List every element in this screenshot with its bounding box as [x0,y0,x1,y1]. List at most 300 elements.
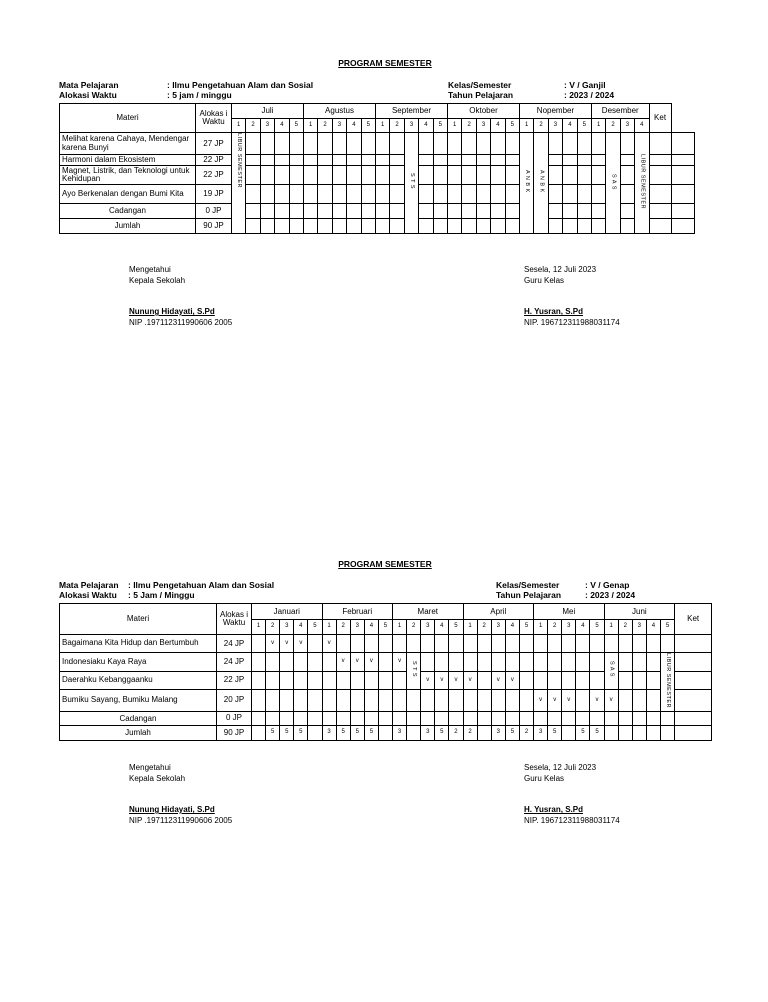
col-materi: Materi [60,604,217,635]
page-title: PROGRAM SEMESTER [338,58,432,68]
sign-name: H. Yusran, S.Pd [524,307,583,316]
week-cell: 3 [620,119,634,133]
table-row [60,219,695,234]
week-mark-cell [632,653,646,672]
libur-semester-cell [635,133,649,234]
week-mark-cell [322,653,336,672]
week-mark-cell [364,671,378,689]
week-mark-cell [407,635,421,653]
week-cell: 2 [246,119,260,133]
alokasi-value: : 5 Jam / Minggu [128,590,195,600]
week-mark-cell: v [393,653,407,672]
week-mark-cell [632,635,646,653]
signature-right [524,762,620,826]
week-cell: 1 [322,620,336,635]
week-cell: 1 [604,620,618,635]
jp-cell: 19 JP [196,185,232,204]
week-mark-cell [491,653,505,672]
week-cell: 4 [646,620,660,635]
week-mark-cell [534,635,548,653]
week-mark-cell [322,671,336,689]
week-cell: 2 [266,620,280,635]
week-cell: 1 [448,119,462,133]
col-ket: Ket [675,604,712,635]
week-cell: 3 [632,620,646,635]
week-cell: 3 [404,119,418,133]
week-mark-cell [519,653,533,672]
week-mark-cell: 3 [421,725,435,740]
col-alokasi: Alokas i Waktu [196,104,232,133]
week-mark-cell: v [548,689,562,711]
week-cell: 2 [336,620,350,635]
week-mark-cell [378,635,392,653]
week-mark-cell [266,711,280,725]
week-cell: 3 [548,119,562,133]
materi-cell: Magnet, Listrik, dan Teknologi untuk Kehidupan [60,166,196,185]
week-mark-cell [280,671,294,689]
week-mark-cell: v [350,653,364,672]
week-mark-cell [252,653,266,672]
month-header-row [60,604,712,620]
week-mark-cell [505,635,519,653]
kelas-label: Kelas/Semester [496,580,560,590]
week-cell: 4 [347,119,361,133]
week-cell: 2 [407,620,421,635]
ket-cell [675,653,712,672]
month-april: April [463,604,534,620]
kelas-value: : V / Ganjil [564,80,606,90]
week-mark-cell [590,711,604,725]
week-mark-cell [294,711,308,725]
week-mark-cell [378,653,392,672]
week-mark-cell [576,671,590,689]
week-mark-cell [646,635,660,653]
jumlah-label: Jumlah [60,725,217,740]
sign-line1: Sesela, 12 Juli 2023 [524,763,597,772]
week-cell: 5 [289,119,303,133]
week-cell: 4 [419,119,433,133]
week-mark-cell [294,689,308,711]
week-cell: 5 [577,119,591,133]
table-row [60,204,695,219]
schedule-table [59,103,695,234]
week-cell: 5 [361,119,375,133]
tahun-value: : 2023 / 2024 [585,590,636,600]
week-mark-cell: 3 [534,725,548,740]
week-mark-cell [364,689,378,711]
month-mei: Mei [534,604,605,620]
materi-cell: Ayo Berkenalan dengan Bumi Kita [60,185,196,204]
week-cell: 4 [563,119,577,133]
week-cell: 2 [606,119,620,133]
week-mark-cell [491,689,505,711]
week-mark-cell [477,711,491,725]
week-mark-cell [294,671,308,689]
week-mark-cell [604,635,618,653]
jp-cell: 90 JP [196,219,232,234]
week-mark-cell [266,653,280,672]
week-mark-cell [435,689,449,711]
materi-cell: Indonesiaku Kaya Raya [60,653,217,672]
libur-semester-label: LIBUR SEMESTER [236,133,243,188]
materi-cell: Bagaimana Kita Hidup dan Bertumbuh [60,635,217,653]
mapel-label: Mata Pelajaran [59,580,119,590]
week-mark-cell [350,711,364,725]
anbk-cell-2 [534,133,548,234]
jp-cell: 27 JP [196,133,232,155]
libur-semester-cell [660,653,674,712]
week-mark-cell: v [294,635,308,653]
week-cell: 1 [463,620,477,635]
week-mark-cell [435,711,449,725]
anbk-label: A N B K [538,170,545,193]
week-mark-cell [646,689,660,711]
week-mark-cell [322,689,336,711]
tahun-value: : 2023 / 2024 [564,90,615,100]
signature-left [129,762,232,826]
week-mark-cell [463,653,477,672]
week-mark-cell [562,725,576,740]
week-mark-cell: 5 [364,725,378,740]
week-mark-cell: v [435,671,449,689]
week-cell: 2 [618,620,632,635]
program-semester-genap [59,559,711,839]
materi-cell: Melihat karena Cahaya, Mendengar karena Bunyi [60,133,196,155]
month-header-row [60,104,695,119]
week-mark-cell [646,671,660,689]
page-title: PROGRAM SEMESTER [338,559,432,569]
week-mark-cell [646,711,660,725]
ket-cell [675,635,712,653]
week-mark-cell [548,711,562,725]
week-mark-cell [632,711,646,725]
week-mark-cell [590,635,604,653]
table-row [60,689,712,711]
sas-cell [606,133,620,234]
week-mark-cell [378,689,392,711]
jp-cell: 24 JP [217,635,252,653]
week-cell: 5 [590,620,604,635]
week-cell: 1 [376,119,390,133]
week-mark-cell [393,689,407,711]
week-mark-cell [660,635,674,653]
month-februari: Februari [322,604,392,620]
week-mark-cell [562,635,576,653]
jp-cell: 0 JP [196,204,232,219]
sign-line1: Mengetahui [129,763,171,772]
materi-cell: Harmoni dalam Ekosistem [60,155,196,166]
week-mark-cell: 5 [280,725,294,740]
week-cell: 5 [505,119,519,133]
week-mark-cell [463,711,477,725]
week-mark-cell [632,671,646,689]
week-mark-cell [576,635,590,653]
week-mark-cell [308,725,322,740]
week-mark-cell [407,711,421,725]
mapel-value: : Ilmu Pengetahuan Alam dan Sosial [128,580,275,590]
week-cell: 2 [390,119,404,133]
jp-cell: 90 JP [217,725,252,740]
week-cell: 1 [520,119,534,133]
week-cell: 3 [350,620,364,635]
week-cell: 4 [364,620,378,635]
anbk-cell-1 [520,133,534,234]
week-mark-cell [590,671,604,689]
materi-cell: Daerahku Kebanggaanku [60,671,217,689]
week-mark-cell: 5 [548,725,562,740]
week-mark-cell [618,671,632,689]
week-mark-cell [280,711,294,725]
week-cell: 5 [433,119,447,133]
sign-nip: NIP .197112311990606 2005 [129,816,233,825]
libur-semester-cell [232,133,246,234]
table-row [60,653,712,672]
week-mark-cell: v [336,653,350,672]
week-mark-cell [534,671,548,689]
week-mark-cell: 5 [336,725,350,740]
week-mark-cell [421,711,435,725]
week-mark-cell [660,711,674,725]
sign-line2: Guru Kelas [524,276,565,285]
week-mark-cell [618,689,632,711]
week-cell: 1 [252,620,266,635]
jp-cell: 24 JP [217,653,252,672]
week-mark-cell [534,653,548,672]
table-row [60,155,695,166]
sas-cell [604,653,618,690]
kelas-value: : V / Genap [585,580,630,590]
month-oktober: Oktober [448,104,520,119]
week-mark-cell [646,653,660,672]
week-mark-cell: v [421,671,435,689]
sign-line2: Kepala Sekolah [129,774,186,783]
signature-right [524,264,620,328]
week-mark-cell: v [590,689,604,711]
schedule-table [59,603,712,741]
sign-name: H. Yusran, S.Pd [524,805,583,814]
sign-nip: NIP. 196712311988031174 [524,318,620,327]
tahun-label: Tahun Pelajaran [448,90,514,100]
week-mark-cell [548,653,562,672]
alokasi-value: : 5 jam / minggu [167,90,232,100]
week-mark-cell [548,671,562,689]
table-row [60,185,695,204]
week-mark-cell [562,653,576,672]
week-mark-cell [252,725,266,740]
signature-left [129,264,232,328]
week-mark-cell [449,689,463,711]
week-mark-cell: v [463,671,477,689]
week-mark-cell [378,711,392,725]
program-semester-ganjil [59,58,711,338]
week-mark-cell [534,711,548,725]
week-mark-cell [576,689,590,711]
anbk-label: A N B K [524,170,531,193]
week-mark-cell [449,653,463,672]
week-mark-cell [350,635,364,653]
jp-cell: 22 JP [217,671,252,689]
week-mark-cell: v [505,671,519,689]
col-materi: Materi [60,104,196,133]
week-cell: 4 [576,620,590,635]
week-cell: 3 [260,119,274,133]
sts-label: S T S [411,661,418,678]
week-mark-cell [421,635,435,653]
week-cell: 3 [562,620,576,635]
week-cell: 5 [519,620,533,635]
table-row [60,711,712,725]
sas-label: S A S [608,661,615,678]
week-mark-cell: v [449,671,463,689]
ket-cell [675,725,712,740]
week-cell: 1 [591,119,605,133]
month-nopember: Nopember [520,104,592,119]
jumlah-label: Jumlah [60,219,196,234]
sign-line1: Sesela, 12 Juli 2023 [524,265,597,274]
week-mark-cell: v [364,653,378,672]
table-row [60,725,712,740]
cadangan-label: Cadangan [60,204,196,219]
jp-cell: 22 JP [196,155,232,166]
week-cell: 2 [477,620,491,635]
week-mark-cell: 5 [505,725,519,740]
week-mark-cell: v [534,689,548,711]
week-cell: 2 [548,620,562,635]
week-cell: 4 [294,620,308,635]
week-cell: 2 [534,119,548,133]
week-mark-cell [505,711,519,725]
week-cell: 5 [378,620,392,635]
week-mark-cell [336,711,350,725]
week-mark-cell [378,671,392,689]
week-mark-cell: 2 [463,725,477,740]
week-mark-cell [519,671,533,689]
week-mark-cell: v [562,689,576,711]
week-cell: 3 [332,119,346,133]
table-row [60,635,712,653]
week-mark-cell [562,711,576,725]
week-cell: 1 [304,119,318,133]
week-mark-cell [435,653,449,672]
libur-semester-label: LIBUR SEMESTER [639,154,646,209]
week-cell: 4 [275,119,289,133]
week-mark-cell: 3 [491,725,505,740]
week-mark-cell [308,689,322,711]
week-mark-cell [632,725,646,740]
jp-cell: 20 JP [217,689,252,711]
sts-label: S T S [408,173,415,190]
week-mark-cell [364,635,378,653]
week-mark-cell [548,635,562,653]
week-mark-cell [378,725,392,740]
week-mark-cell [280,653,294,672]
week-cell: 5 [449,620,463,635]
week-mark-cell [604,711,618,725]
week-mark-cell: 2 [449,725,463,740]
week-cell: 4 [505,620,519,635]
week-mark-cell [308,635,322,653]
week-mark-cell [463,689,477,711]
week-mark-cell [393,671,407,689]
week-cell: 3 [491,620,505,635]
week-mark-cell: 5 [350,725,364,740]
week-mark-cell: 2 [519,725,533,740]
jp-cell: 0 JP [217,711,252,725]
week-mark-cell: v [266,635,280,653]
week-mark-cell [519,689,533,711]
week-mark-cell [435,635,449,653]
sts-cell [404,133,418,234]
week-mark-cell [393,635,407,653]
col-alokasi: Alokas i Waktu [217,604,252,635]
week-mark-cell [350,689,364,711]
month-september: September [376,104,448,119]
week-cell: 1 [534,620,548,635]
week-cell: 4 [435,620,449,635]
ket-cell [675,671,712,689]
week-mark-cell [393,711,407,725]
week-cell: 5 [660,620,674,635]
sign-nip: NIP .197112311990606 2005 [129,318,233,327]
week-cell: 1 [393,620,407,635]
week-mark-cell [618,635,632,653]
week-mark-cell: v [280,635,294,653]
week-mark-cell [252,689,266,711]
sign-line2: Guru Kelas [524,774,565,783]
alokasi-label: Alokasi Waktu [59,90,117,100]
week-mark-cell [477,689,491,711]
week-mark-cell [336,635,350,653]
month-juni: Juni [604,604,675,620]
week-mark-cell [477,671,491,689]
week-mark-cell [646,725,660,740]
week-mark-cell [322,711,336,725]
week-mark-cell [252,635,266,653]
week-cell: 2 [462,119,476,133]
week-cell: 5 [308,620,322,635]
week-mark-cell [308,711,322,725]
week-mark-cell: 3 [322,725,336,740]
week-mark-cell [562,671,576,689]
week-mark-cell [618,711,632,725]
week-mark-cell: v [604,689,618,711]
week-mark-cell [477,725,491,740]
sign-nip: NIP. 196712311988031174 [524,816,620,825]
month-maret: Maret [393,604,464,620]
jp-cell: 22 JP [196,166,232,185]
week-mark-cell: 5 [435,725,449,740]
tahun-label: Tahun Pelajaran [496,590,562,600]
week-mark-cell [491,711,505,725]
sign-name: Nunung Hidayati, S.Pd [129,307,215,316]
mapel-label: Mata Pelajaran [59,80,119,90]
alokasi-label: Alokasi Waktu [59,590,117,600]
week-cell: 1 [232,119,246,133]
month-januari: Januari [252,604,323,620]
week-mark-cell [252,671,266,689]
week-mark-cell [280,689,294,711]
week-mark-cell: v [491,671,505,689]
week-mark-cell [336,689,350,711]
week-mark-cell [308,653,322,672]
week-mark-cell [576,711,590,725]
kelas-label: Kelas/Semester [448,80,512,90]
week-mark-cell [618,653,632,672]
week-mark-cell [421,689,435,711]
week-mark-cell [477,653,491,672]
week-mark-cell [590,653,604,672]
week-mark-cell [463,635,477,653]
